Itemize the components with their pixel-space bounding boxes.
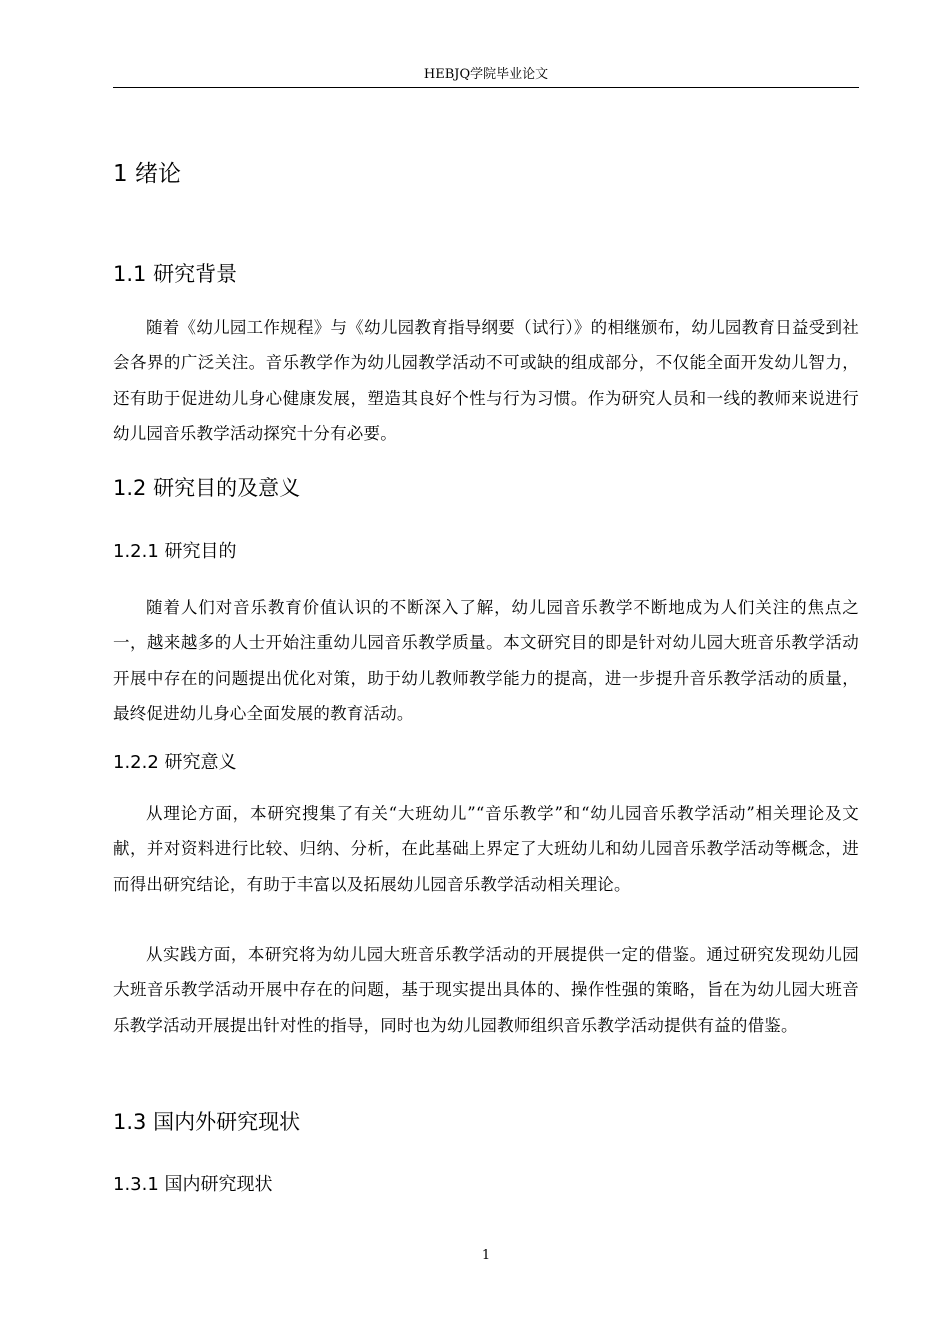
subsection-heading-1-3-1: 1.3.1 国内研究现状 (113, 1174, 273, 1195)
subsection-heading-1-2-2: 1.2.2 研究意义 (113, 752, 237, 773)
section-heading-1-1: 1.1 研究背景 (113, 262, 238, 286)
header-divider (113, 87, 859, 88)
section-heading-1-2: 1.2 研究目的及意义 (113, 476, 301, 500)
section-heading-1-3: 1.3 国内外研究现状 (113, 1110, 301, 1134)
paragraph-theoretical-significance: 从理论方面，本研究搜集了有关“大班幼儿”“音乐教学”和“幼儿园音乐教学活动”相关理论及文献，并对资料进行比较、归纳、分析，在此基础上界定了大班幼儿和幼儿园音乐教学活动等概念，进而得出研究结论，有助于丰富以及拓展幼儿园音乐教学活动相关理论。 (113, 804, 859, 894)
paragraph-research-purpose: 随着人们对音乐教育价值认识的不断深入了解，幼儿园音乐教学不断地成为人们关注的焦点之一，越来越多的人士开始注重幼儿园音乐教学质量。本文研究目的即是针对幼儿园大班音乐教学活动开展中存在的问题提出优化对策，助于幼儿教师教学能力的提高，进一步提升音乐教学活动的质量，最终促进幼儿身心全面发展的教育活动。 (113, 598, 859, 723)
subsection-heading-1-2-1: 1.2.1 研究目的 (113, 541, 237, 562)
paragraph-practical-significance: 从实践方面，本研究将为幼儿园大班音乐教学活动的开展提供一定的借鉴。通过研究发现幼儿园大班音乐教学活动开展中存在的问题，基于现实提出具体的、操作性强的策略，旨在为幼儿园大班音乐教学活动开展提出针对性的指导，同时也为幼儿园教师组织音乐教学活动提供有益的借鉴。 (113, 945, 859, 1035)
chapter-title: 1 绪论 (113, 161, 181, 187)
page-number: 1 (481, 1248, 491, 1263)
running-header: HEBJQ学院毕业论文 (423, 67, 549, 82)
paragraph-research-background: 随着《幼儿园工作规程》与《幼儿园教育指导纲要（试行）》的相继颁布，幼儿园教育日益受到社会各界的广泛关注。音乐教学作为幼儿园教学活动不可或缺的组成部分，不仅能全面开发幼儿智力，还有助于促进幼儿身心健康发展，塑造其良好个性与行为习惯。作为研究人员和一线的教师来说进行幼儿园音乐教学活动探究十分有必要。 (113, 318, 859, 443)
